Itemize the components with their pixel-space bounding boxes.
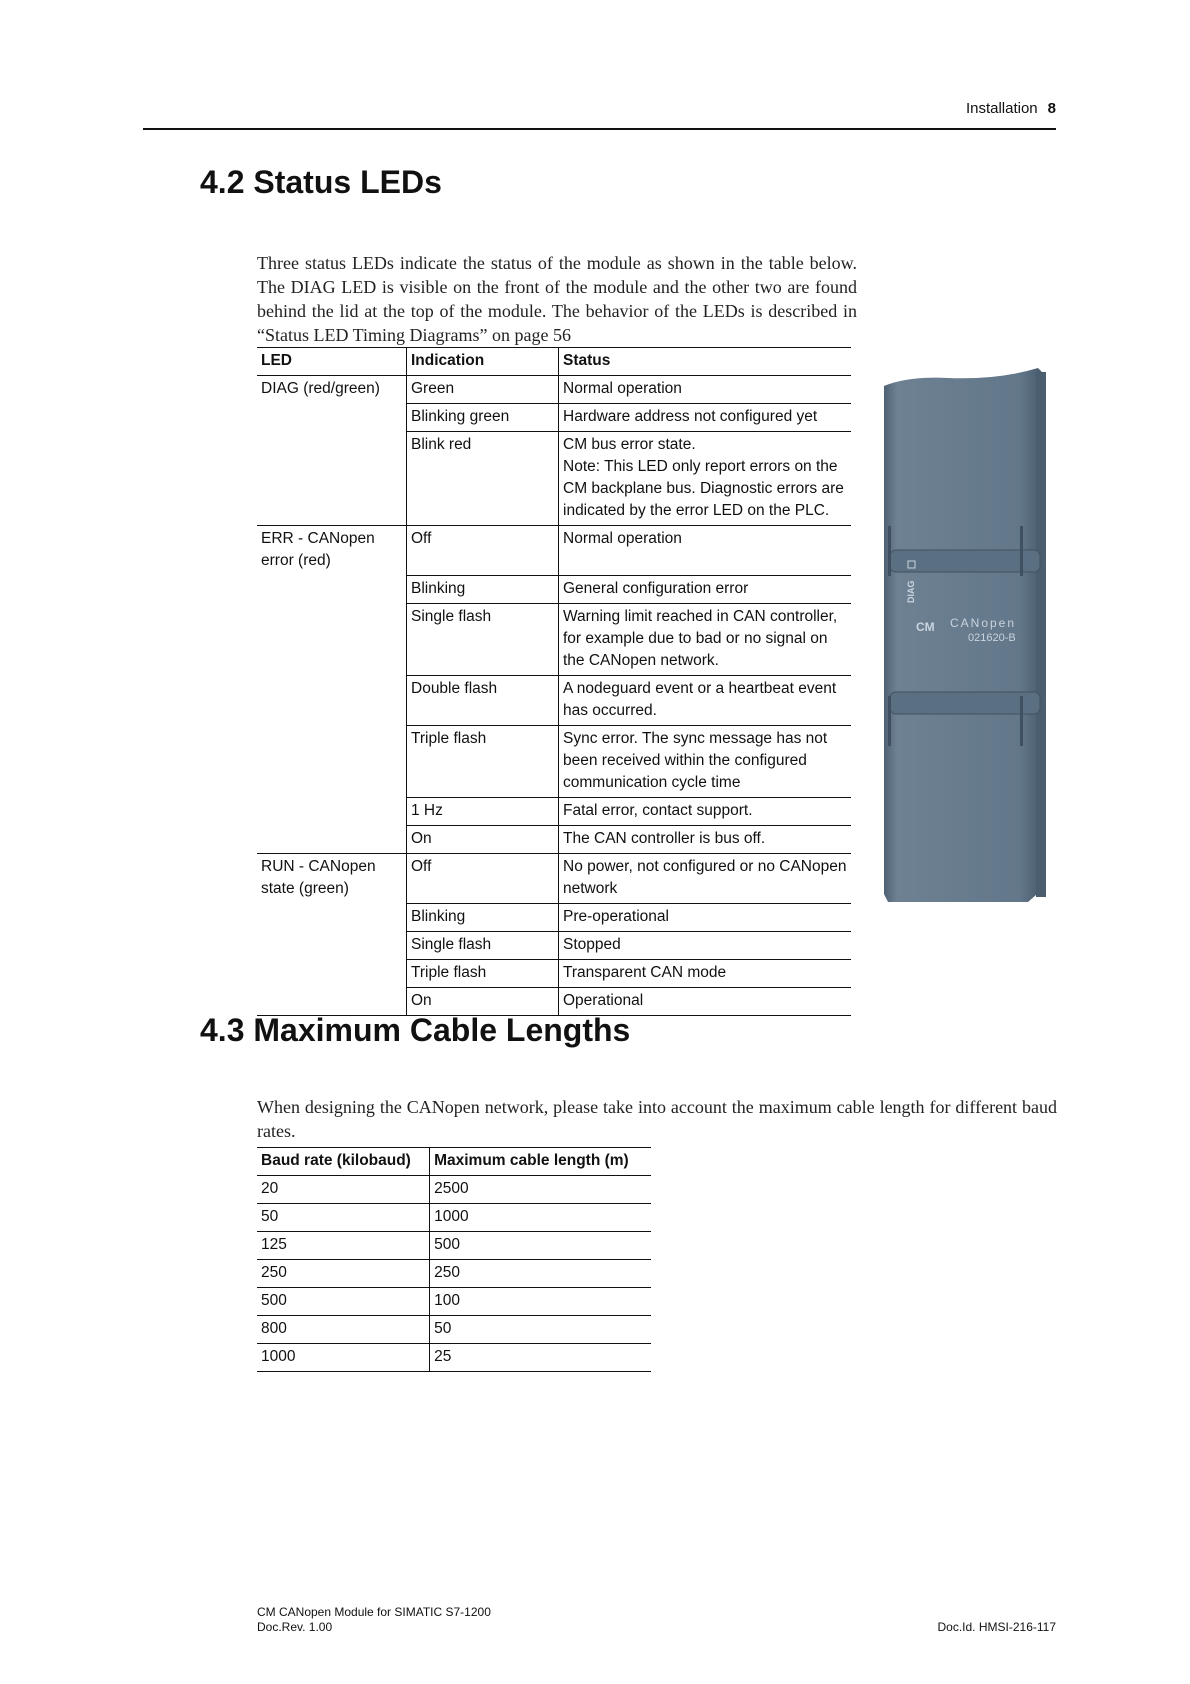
status-cell: Hardware address not configured yet	[559, 404, 852, 432]
column-header-baud-rate: Baud rate (kilobaud)	[257, 1148, 430, 1176]
module-illustration	[878, 368, 1050, 908]
table-row	[257, 675, 851, 725]
label-cm: CM	[916, 620, 935, 634]
indication-cell: Double flash	[407, 675, 559, 725]
status-cell: Normal operation	[559, 376, 852, 404]
page-header	[0, 100, 1056, 117]
page-footer-left	[257, 1605, 491, 1635]
table-row	[257, 1316, 651, 1344]
led-name: ERR - CANopen error (red)	[261, 530, 375, 569]
cable-length-cell: 25	[430, 1344, 651, 1372]
module-body	[884, 368, 1044, 902]
status-cell: The CAN controller is bus off.	[559, 825, 852, 853]
indication-cell: Off	[407, 526, 559, 576]
column-header-led: LED	[257, 348, 407, 376]
indication-cell: Off	[407, 853, 559, 903]
baud-rate-cell: 1000	[257, 1344, 430, 1372]
status-cell: No power, not configured or no CANopen network	[559, 853, 852, 903]
cable-length-cell: 2500	[430, 1176, 651, 1204]
table-row	[257, 404, 851, 432]
clip-right-lower	[1020, 696, 1023, 746]
section-title-cable-lengths: 4.3 Maximum Cable Lengths	[200, 1012, 631, 1048]
footer-doc-id: Doc.Id. HMSI-216-117	[937, 1620, 1056, 1634]
baud-rate-cell: 250	[257, 1260, 430, 1288]
table-row	[257, 1232, 651, 1260]
table-header-row	[257, 1148, 651, 1176]
indication-cell: Single flash	[407, 931, 559, 959]
baud-rate-cell: 800	[257, 1316, 430, 1344]
table-row	[257, 959, 851, 987]
table-row	[257, 1288, 651, 1316]
status-led-table	[257, 347, 851, 1016]
led-name: DIAG (red/green)	[261, 380, 380, 397]
module-right-edge	[1036, 372, 1046, 897]
table-row	[257, 1176, 651, 1204]
indication-cell: Blinking	[407, 575, 559, 603]
indication-cell: Triple flash	[407, 959, 559, 987]
table-row	[257, 931, 851, 959]
table-row	[257, 432, 851, 526]
cable-length-cell: 250	[430, 1260, 651, 1288]
table-row	[257, 797, 851, 825]
indication-cell: Single flash	[407, 603, 559, 675]
baud-rate-cell: 50	[257, 1204, 430, 1232]
indication-cell: Blink red	[407, 432, 559, 526]
table-row	[257, 987, 851, 1015]
status-cell: General configuration error	[559, 575, 852, 603]
status-leds-intro: Three status LEDs indicate the status of the module as shown in the table below. The DIAG LED is visible on the front of the module and the other two are found behind the lid at the top of the module. The behavior of the LEDs is described in “Status LED Timing Diagrams” on page 56	[257, 253, 857, 345]
hinge-lower	[890, 692, 1040, 714]
label-part-number: 021620-B	[968, 632, 1016, 644]
cable-length-cell: 1000	[430, 1204, 651, 1232]
table-row	[257, 825, 851, 853]
status-cell: Transparent CAN mode	[559, 959, 852, 987]
table-header-row	[257, 348, 851, 376]
indication-cell: Blinking green	[407, 404, 559, 432]
footer-doc-title: CM CANopen Module for SIMATIC S7-1200	[257, 1605, 491, 1619]
table-row	[257, 903, 851, 931]
indication-cell: 1 Hz	[407, 797, 559, 825]
footer-doc-rev: Doc.Rev. 1.00	[257, 1620, 333, 1634]
cable-length-table	[257, 1147, 651, 1372]
column-header-max-length: Maximum cable length (m)	[430, 1148, 651, 1176]
status-cell	[559, 432, 852, 526]
status-cell: Operational	[559, 987, 852, 1015]
label-diag: DIAG	[906, 580, 916, 603]
cable-length-cell: 50	[430, 1316, 651, 1344]
status-cell: Pre-operational	[559, 903, 852, 931]
indication-cell: On	[407, 987, 559, 1015]
clip-left-lower	[888, 696, 891, 746]
header-section-title: Installation	[965, 100, 1038, 117]
indication-cell: Green	[407, 376, 559, 404]
indication-cell: On	[407, 825, 559, 853]
table-row	[257, 603, 851, 675]
clip-left-upper	[888, 526, 891, 576]
table-row	[257, 725, 851, 797]
page-number: 8	[1047, 100, 1056, 117]
indication-cell: Triple flash	[407, 725, 559, 797]
baud-rate-cell: 20	[257, 1176, 430, 1204]
table-row	[257, 526, 851, 576]
clip-right-upper	[1020, 526, 1023, 576]
table-row	[257, 376, 851, 404]
column-header-status: Status	[559, 348, 852, 376]
section-title-status-leds: 4.2 Status LEDs	[200, 164, 442, 200]
status-cell: Normal operation	[559, 526, 852, 576]
table-row	[257, 1204, 651, 1232]
status-text: CM bus error state.	[563, 436, 696, 453]
status-cell: Fatal error, contact support.	[559, 797, 852, 825]
status-cell: Stopped	[559, 931, 852, 959]
baud-rate-cell: 125	[257, 1232, 430, 1260]
table-row	[257, 853, 851, 903]
cable-length-cell: 100	[430, 1288, 651, 1316]
canopen-module-figure	[878, 368, 1050, 908]
table-row	[257, 1260, 651, 1288]
status-cell: A nodeguard event or a heartbeat event has occurred.	[559, 675, 852, 725]
cable-length-cell: 500	[430, 1232, 651, 1260]
baud-rate-cell: 500	[257, 1288, 430, 1316]
cable-lengths-intro: When designing the CANopen network, please take into account the maximum cable length for different baud rates.	[257, 1097, 1057, 1141]
column-header-indication: Indication	[407, 348, 559, 376]
led-name: RUN - CANopen state (green)	[261, 857, 376, 897]
header-divider	[143, 128, 1056, 130]
table-row	[257, 1344, 651, 1372]
status-cell: Warning limit reached in CAN controller, for example due to bad or no signal on the CANopen network.	[559, 603, 852, 675]
status-cell: Sync error. The sync message has not been received within the configured communication cycle time	[559, 725, 852, 797]
label-product: CANopen	[950, 616, 1017, 630]
status-note: Note: This LED only report errors on the CM backplane bus. Diagnostic errors are indicated by the error LED on the PLC.	[563, 458, 844, 519]
table-row	[257, 575, 851, 603]
indication-cell: Blinking	[407, 903, 559, 931]
